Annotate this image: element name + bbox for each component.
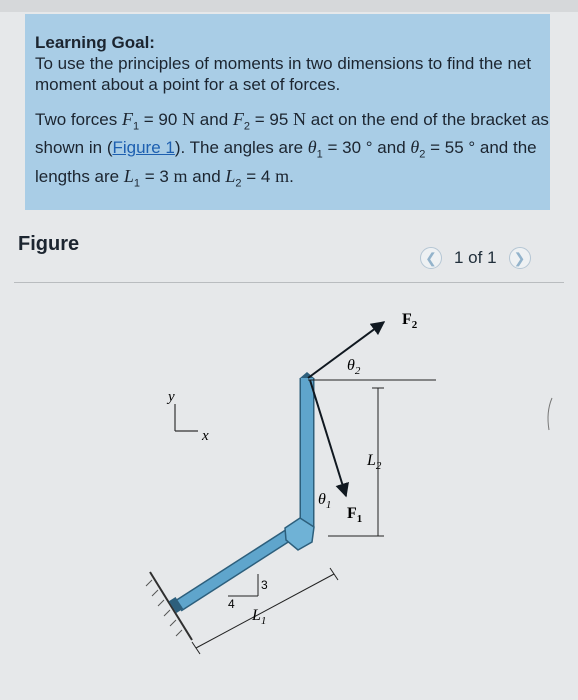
problem-statement: Two forces $F_1 = 90$ N and $F_2 = 95$ N act on the end of the bracket as shown in (Figure 1). The angles are $\theta_1 = 30$ ° and $\theta_2 = 55$ ° and the lengths are $L_1 = 3$ m and $L_2 = 4$ m. bbox=[35, 109, 549, 190]
chevron-left-icon[interactable]: ❮ bbox=[420, 247, 442, 269]
top-strip bbox=[0, 0, 578, 12]
l1-label: $L_1$ bbox=[252, 607, 267, 627]
learning-goal-title: Learning Goal: bbox=[35, 33, 155, 52]
figure-pager bbox=[420, 243, 531, 273]
force-f1-label: $F_1$ bbox=[347, 505, 363, 525]
force-f2-arrow bbox=[308, 322, 384, 378]
force-f2-label: $F_2$ bbox=[402, 311, 418, 331]
slope-rise-label: 3 bbox=[261, 578, 268, 592]
learning-goal-box bbox=[25, 14, 550, 210]
figure-heading: Figure bbox=[18, 233, 80, 255]
theta1-label: $\theta_1$ bbox=[318, 491, 332, 511]
bracket bbox=[169, 372, 314, 613]
chevron-right-icon[interactable]: ❯ bbox=[509, 247, 531, 269]
figure-link[interactable]: Figure 1 bbox=[112, 138, 175, 158]
y-axis-label: y bbox=[168, 389, 175, 405]
force-f1-arrow bbox=[310, 380, 346, 496]
x-axis-label: x bbox=[202, 428, 209, 444]
theta2-label: $\theta_2$ bbox=[347, 357, 361, 377]
bracket-diagram bbox=[0, 283, 578, 700]
pen-mark bbox=[548, 398, 552, 430]
l2-label: $L_2$ bbox=[367, 452, 382, 472]
pager-count: 1 of 1 bbox=[454, 248, 497, 267]
coordinate-axes bbox=[175, 404, 198, 431]
learning-goal-text: To use the principles of moments in two dimensions to find the net moment about a point for a set of forces. bbox=[35, 54, 532, 94]
slope-run-label: 4 bbox=[228, 597, 235, 611]
